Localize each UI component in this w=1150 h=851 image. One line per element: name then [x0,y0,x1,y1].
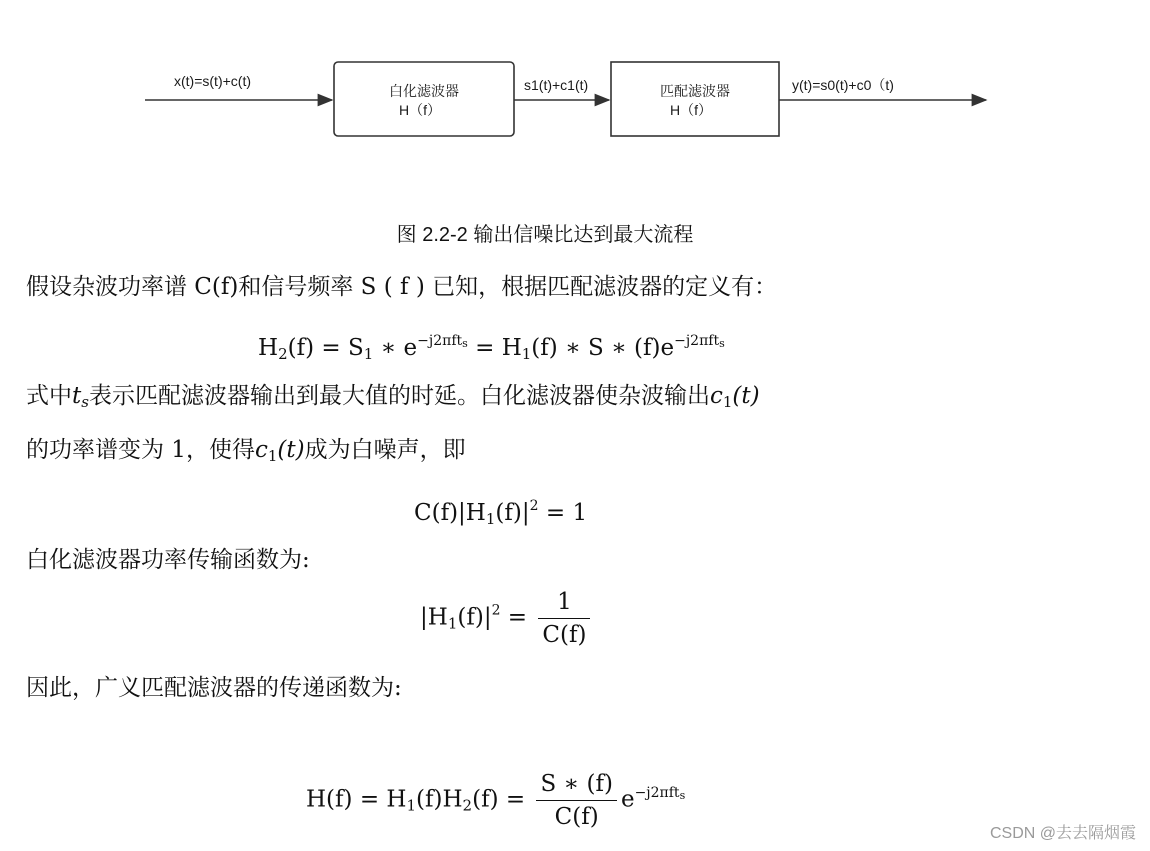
p3-var-c: c [254,437,268,463]
eq1-lhs: H [258,335,279,361]
p2-text-a: 式中 [26,383,72,409]
eq1-exp1-sub: s [462,337,468,350]
eq4-a: H(f) = H [306,786,407,813]
figure-caption: 图 2.2-2 输出信噪比达到最大流程 [396,224,694,246]
paragraph-5: 因此，广义匹配滤波器的传递函数为: [26,675,402,701]
p3-text-b: 成为白噪声，即 [304,437,466,463]
matched-filter-block [611,62,779,136]
eq4-numerator: S ∗ (f) [536,768,616,801]
eq1-lhs-arg: (f) = S [287,335,364,361]
paragraph-1: 假设杂波功率谱 C(f)和信号频率 S ( f ) 已知，根据匹配滤波器的定义有： [26,274,778,300]
eq1-exp1: −j2πft [417,333,463,349]
eq1-mid: ∗ e [373,335,418,361]
p3-var-c-sub: 1 [267,447,278,465]
eq2-sup: 2 [529,498,539,514]
p3-var-c-arg: (t) [277,437,305,463]
eq1-s-sub: 1 [363,345,374,363]
eq4-b: (f)H [416,786,463,813]
eq1-exp2: −j2πft [674,333,720,349]
whitening-filter-block [334,62,514,136]
eq2-a: C(f)|H [414,500,486,526]
eq1-rhs-sub: 1 [521,345,532,363]
block2-title: 匹配滤波器 [660,83,730,99]
eq4-e: e [620,786,635,813]
block-diagram [0,0,1150,160]
eq4-sub2: 2 [462,796,473,815]
p2-text-b: 表示匹配滤波器输出到最大值的时延。白化滤波器使杂波输出 [88,383,710,409]
eq4-c: (f) = [472,786,533,813]
mid-label: s1(t)+c1(t) [524,77,589,93]
eq4-sub1: 1 [406,796,417,815]
equation-1 [258,326,725,369]
eq1-lhs-sub: 2 [278,345,288,363]
eq4-exp-sub: s [679,788,686,802]
eq3-sub: 1 [447,614,458,633]
p2-var-c: c [709,383,723,409]
p2-var-c-sub: 1 [722,393,733,411]
p2-var-sub: s [81,393,89,411]
eq4-denominator: C(f) [554,804,599,830]
block1-func: H（f） [399,102,441,118]
eq4-exp: −j2πft [634,784,680,801]
p2-var-c-arg: (t) [732,383,760,409]
eq2-sub: 1 [485,510,496,528]
input-label: x(t)=s(t)+c(t) [174,73,251,89]
block1-title: 白化滤波器 [389,83,459,99]
eq3-denominator: C(f) [542,622,587,648]
eq2-b: (f)| [495,500,530,526]
output-label: y(t)=s0(t)+c0（t) [792,77,894,93]
eq3-b: (f)| [457,604,492,631]
paragraph-4: 白化滤波器功率传输函数为: [26,547,310,573]
eq1-exp2-sub: s [719,337,725,350]
p2-var-t: t [72,383,82,409]
eq4-fraction [536,768,616,833]
block2-func: H（f） [670,102,712,118]
p3-text-a: 的功率谱变为 1，使得 [26,437,255,463]
eq1-rhs2: (f) ∗ S ∗ (f)e [531,335,675,361]
equation-4 [306,768,685,833]
eq3-sup: 2 [491,602,501,619]
eq3-fraction [538,586,590,651]
eq2-c: = 1 [538,500,588,526]
eq1-rhs1: = H [467,335,522,361]
eq3-numerator: 1 [538,586,590,619]
equation-2 [414,491,587,534]
paragraph-3 [26,435,466,471]
eq3-a: |H [420,604,448,631]
watermark: CSDN @去去隔烟霞 [989,825,1136,842]
eq3-c: = [500,604,535,631]
paragraph-2 [26,381,760,417]
equation-3 [420,586,594,651]
